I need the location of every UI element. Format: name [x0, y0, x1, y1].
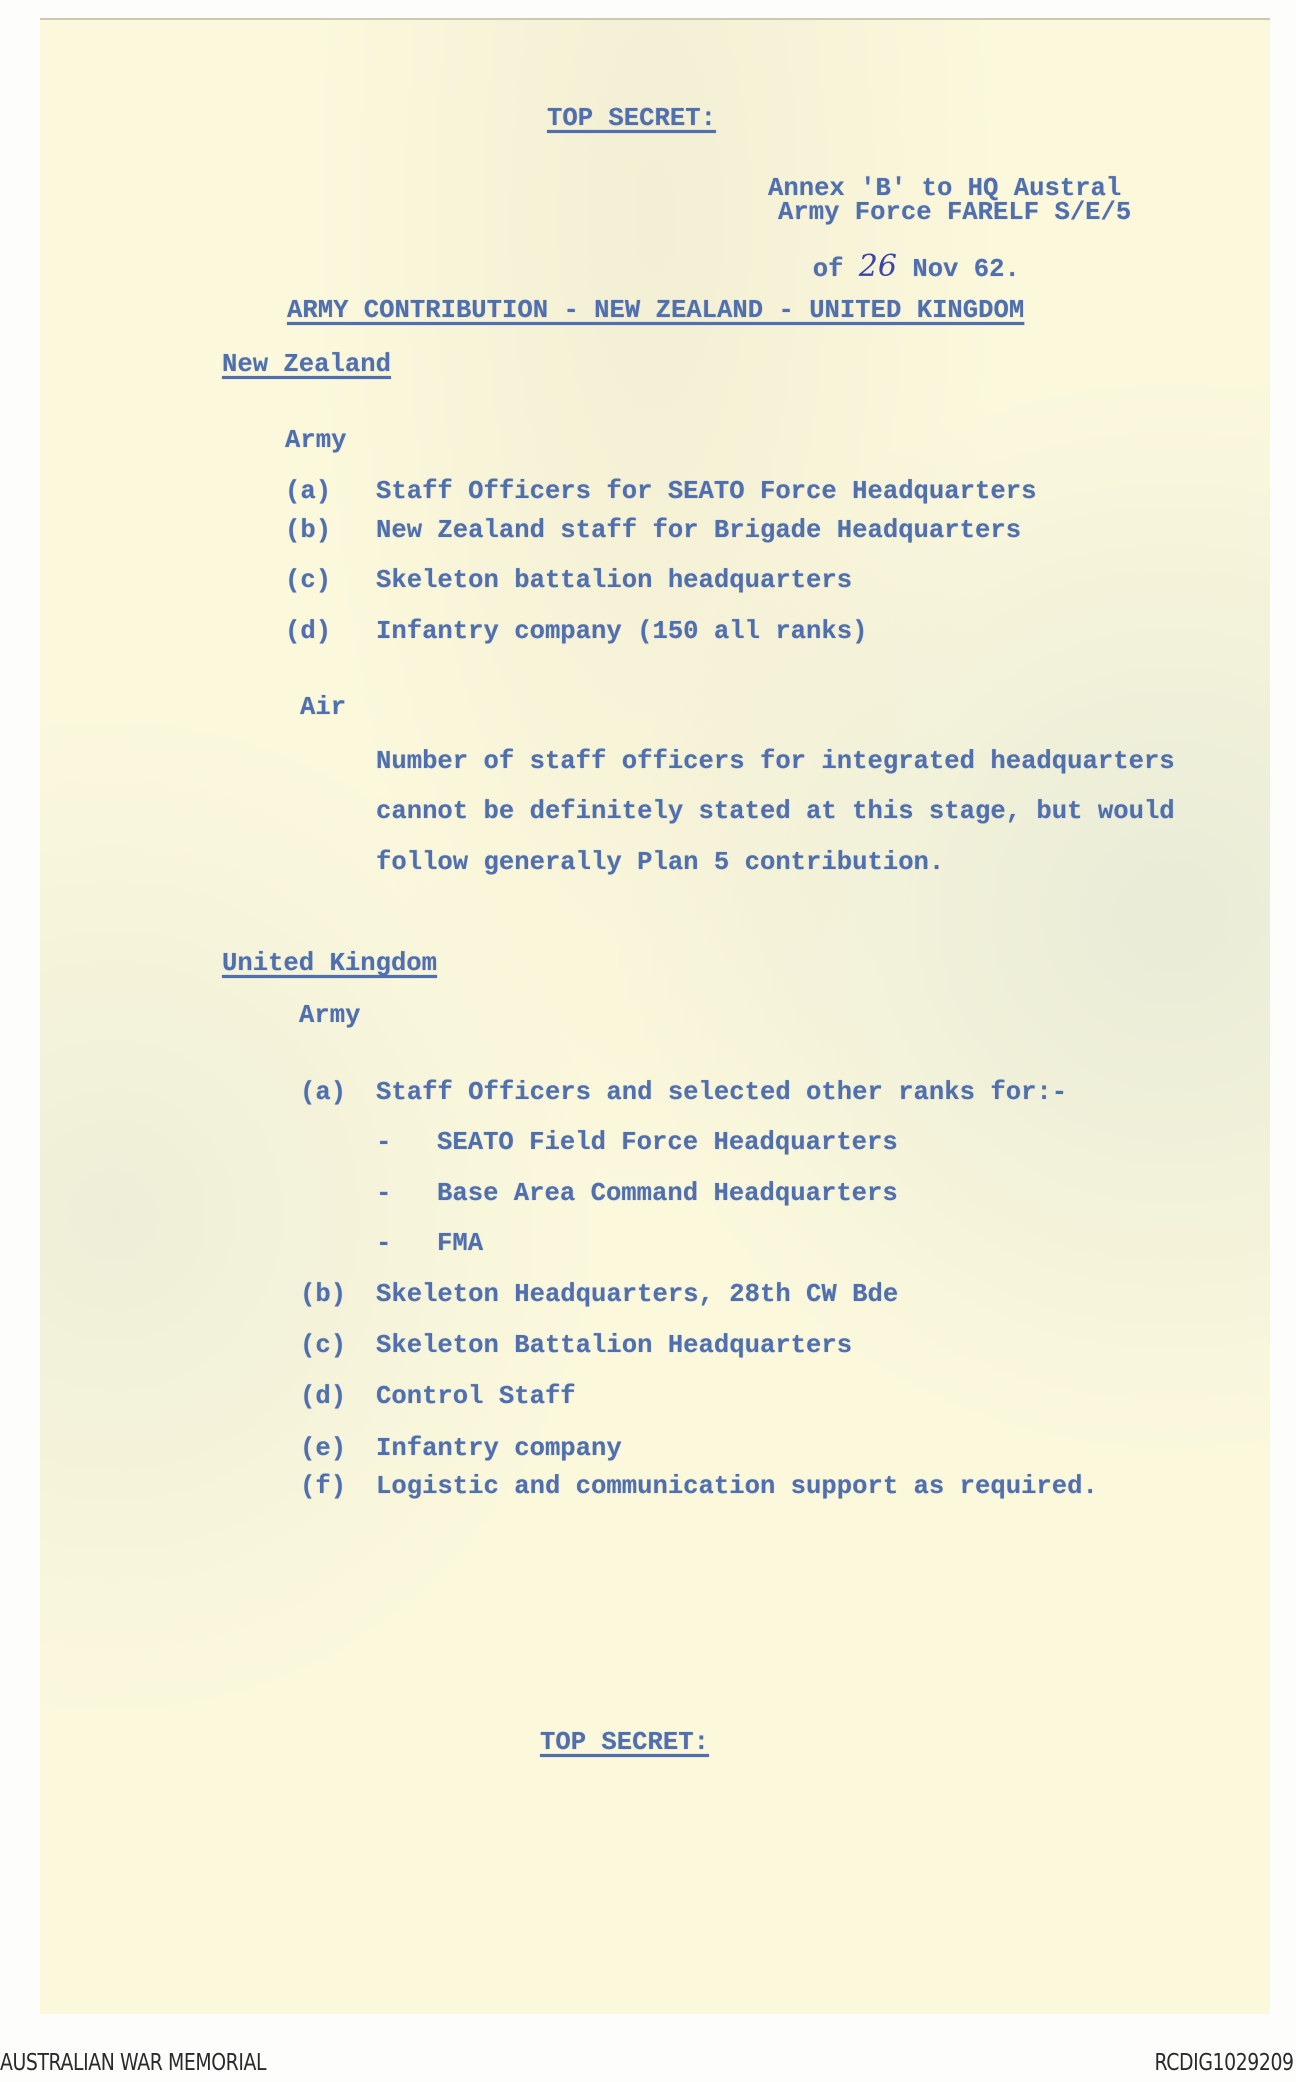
- section-heading-new-zealand: New Zealand: [222, 350, 391, 379]
- uk-army-item-c-label: (c): [300, 1331, 347, 1360]
- handwritten-date-day: 26: [858, 248, 897, 284]
- uk-army-item-d-text: Control Staff: [376, 1382, 576, 1411]
- uk-sub-item-1-marker: -: [376, 1128, 392, 1157]
- nz-army-item-a-label: (a): [285, 477, 332, 506]
- uk-army-item-f-label: (f): [300, 1472, 347, 1501]
- nz-army-item-d-label: (d): [285, 617, 332, 646]
- uk-army-item-c-text: Skeleton Battalion Headquarters: [376, 1331, 853, 1360]
- nz-army-item-c-label: (c): [285, 566, 332, 595]
- uk-army-item-b-text: Skeleton Headquarters, 28th CW Bde: [376, 1280, 899, 1309]
- uk-sub-item-2-text: Base Area Command Headquarters: [437, 1179, 898, 1208]
- reference-of: of: [812, 254, 844, 284]
- classification-top: TOP SECRET:: [547, 104, 716, 133]
- section-heading-united-kingdom: United Kingdom: [222, 949, 438, 978]
- footer-archive-name: AUSTRALIAN WAR MEMORIAL: [0, 2050, 267, 2076]
- footer-record-id: RCDIG1029209: [1154, 2050, 1294, 2076]
- nz-army-item-b-text: New Zealand staff for Brigade Headquarters: [376, 516, 1022, 545]
- reference-line-2: Army Force FARELF S/E/5: [778, 198, 1132, 227]
- uk-army-label: Army: [299, 1001, 361, 1030]
- nz-air-label: Air: [300, 693, 347, 722]
- nz-army-label: Army: [285, 426, 347, 455]
- uk-army-item-b-label: (b): [300, 1280, 347, 1309]
- nz-army-item-d-text: Infantry company (150 all ranks): [376, 617, 868, 646]
- uk-sub-item-3-marker: -: [376, 1229, 392, 1258]
- uk-army-item-d-label: (d): [300, 1382, 347, 1411]
- reference-line-3: [782, 226, 1020, 282]
- nz-air-text-line-2: cannot be definitely stated at this stage, but would: [376, 797, 1175, 826]
- classification-bottom: TOP SECRET:: [540, 1728, 709, 1757]
- uk-army-item-a-label: (a): [300, 1078, 347, 1107]
- uk-sub-item-1-text: SEATO Field Force Headquarters: [437, 1128, 898, 1157]
- document-title: ARMY CONTRIBUTION - NEW ZEALAND - UNITED KINGDOM: [287, 296, 1025, 325]
- nz-army-item-a-text: Staff Officers for SEATO Force Headquarters: [376, 477, 1037, 506]
- nz-air-text-line-3: follow generally Plan 5 contribution.: [376, 848, 945, 877]
- nz-army-item-c-text: Skeleton battalion headquarters: [376, 566, 853, 595]
- uk-army-item-f-text: Logistic and communication support as required.: [376, 1472, 1098, 1501]
- uk-army-item-a-text: Staff Officers and selected other ranks for:-: [376, 1078, 1068, 1107]
- uk-sub-item-2-marker: -: [376, 1179, 392, 1208]
- uk-sub-item-3-text: FMA: [437, 1229, 484, 1258]
- reference-line-1: Annex 'B' to HQ Austral: [768, 174, 1122, 203]
- reference-month-year: Nov 62.: [912, 254, 1020, 284]
- uk-army-item-e-label: (e): [300, 1434, 347, 1463]
- nz-air-text-line-1: Number of staff officers for integrated headquarters: [376, 747, 1175, 776]
- nz-army-item-b-label: (b): [285, 516, 332, 545]
- uk-army-item-e-text: Infantry company: [376, 1434, 622, 1463]
